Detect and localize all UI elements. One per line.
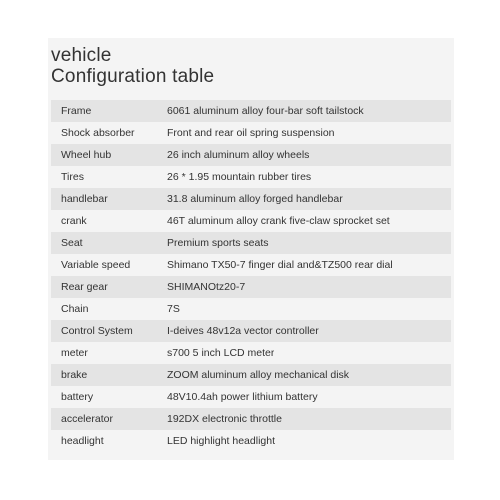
table-row — [51, 320, 451, 342]
row-value: Shimano TX50-7 finger dial and&TZ500 rear dial — [167, 259, 393, 271]
row-label: crank — [61, 215, 87, 227]
row-label: Chain — [61, 303, 89, 315]
row-label: accelerator — [61, 413, 113, 425]
row-value: 46T aluminum alloy crank five-claw sprocket set — [167, 215, 390, 227]
row-label: Variable speed — [61, 259, 131, 271]
title-line-configuration: Configuration table — [51, 66, 215, 87]
row-label: Control System — [61, 325, 133, 337]
row-label: headlight — [61, 435, 104, 447]
table-row — [51, 408, 451, 430]
row-label: Rear gear — [61, 281, 108, 293]
table-row — [51, 342, 451, 364]
row-value: ZOOM aluminum alloy mechanical disk — [167, 369, 350, 381]
row-value: Premium sports seats — [167, 237, 269, 249]
configuration-table — [51, 100, 451, 452]
row-value: I-deives 48v12a vector controller — [167, 325, 319, 337]
title-line-vehicle: vehicle — [51, 45, 112, 66]
table-row — [51, 386, 451, 408]
row-value: Front and rear oil spring suspension — [167, 127, 335, 139]
row-value: 48V10.4ah power lithium battery — [167, 391, 318, 403]
table-row — [51, 232, 451, 254]
row-value: LED highlight headlight — [167, 435, 275, 447]
row-label: brake — [61, 369, 88, 381]
table-row — [51, 188, 451, 210]
row-value: 26 inch aluminum alloy wheels — [167, 149, 310, 161]
page-title — [51, 46, 214, 87]
row-label: meter — [61, 347, 88, 359]
row-label: battery — [61, 391, 94, 403]
table-row — [51, 364, 451, 386]
table-row — [51, 166, 451, 188]
row-label: Frame — [61, 105, 92, 117]
table-row — [51, 144, 451, 166]
table-row — [51, 100, 451, 122]
row-value: 7S — [167, 303, 180, 315]
table-row — [51, 430, 451, 452]
table-row — [51, 298, 451, 320]
table-row — [51, 276, 451, 298]
row-value: SHIMANOtz20-7 — [167, 281, 246, 293]
row-value: 31.8 aluminum alloy forged handlebar — [167, 193, 343, 205]
row-label: Seat — [61, 237, 83, 249]
row-value: s700 5 inch LCD meter — [167, 347, 275, 359]
table-row — [51, 254, 451, 276]
row-value: 6061 aluminum alloy four-bar soft tailstock — [167, 105, 364, 117]
row-value: 192DX electronic throttle — [167, 413, 282, 425]
row-label: Wheel hub — [61, 149, 112, 161]
table-row — [51, 122, 451, 144]
table-row — [51, 210, 451, 232]
row-label: Shock absorber — [61, 127, 135, 139]
row-value: 26 * 1.95 mountain rubber tires — [167, 171, 312, 183]
row-label: handlebar — [61, 193, 108, 205]
row-label: Tires — [61, 171, 84, 183]
